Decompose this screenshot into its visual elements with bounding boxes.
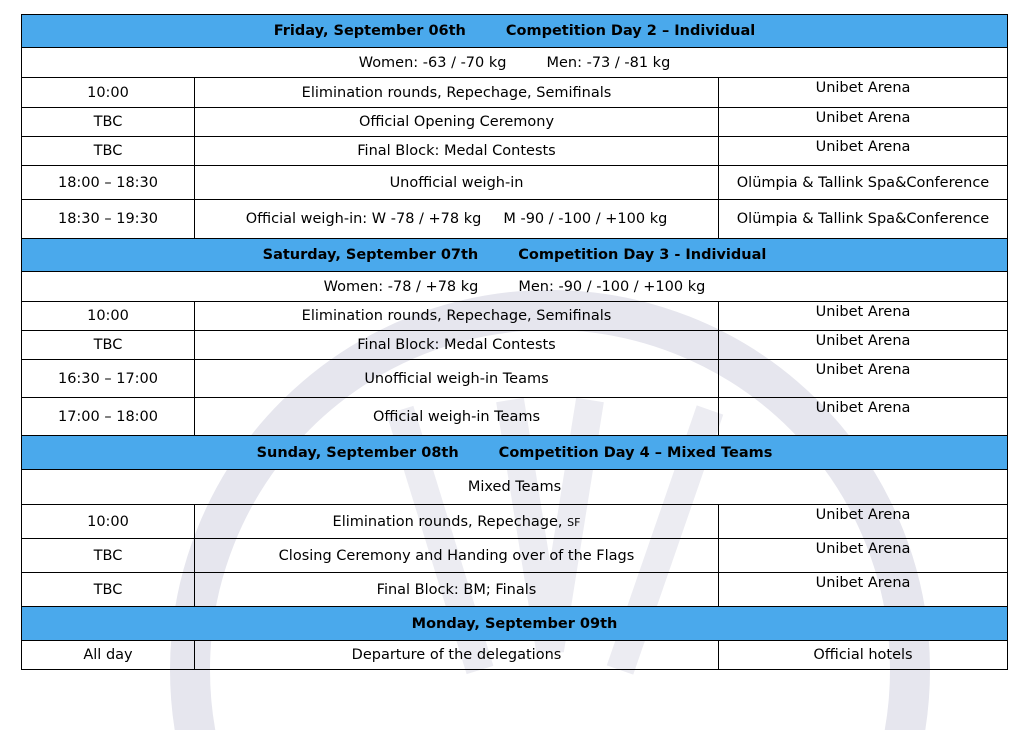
- event-cell: Final Block: BM; Finals: [195, 573, 719, 607]
- event-cell: Final Block: Medal Contests: [195, 331, 719, 360]
- event-cell: Unofficial weigh-in: [195, 166, 719, 200]
- event-cell: Official Opening Ceremony: [195, 108, 719, 137]
- table-row: [22, 302, 1008, 331]
- table-row: [22, 360, 1008, 398]
- day-title: Competition Day 4 – Mixed Teams: [498, 444, 773, 461]
- table-row: [22, 200, 1008, 239]
- mixed-teams-label: Mixed Teams: [22, 470, 1008, 505]
- venue-cell: Unibet Arena: [719, 360, 1008, 398]
- venue-cell: Unibet Arena: [719, 108, 1008, 137]
- event-cell: Closing Ceremony and Handing over of the Flags: [195, 539, 719, 573]
- event-cell: Official weigh-in Teams: [195, 398, 719, 436]
- time-cell: TBC: [22, 108, 195, 137]
- schedule-table: [21, 14, 1008, 670]
- event-cell: Final Block: Medal Contests: [195, 137, 719, 166]
- day-date: Friday, September 06th: [273, 23, 466, 39]
- venue-cell: Official hotels: [719, 641, 1008, 670]
- time-cell: 16:30 – 17:00: [22, 360, 195, 398]
- day-date: Monday, September 09th: [411, 615, 618, 632]
- time-cell: 18:00 – 18:30: [22, 166, 195, 200]
- time-cell: TBC: [22, 137, 195, 166]
- time-cell: TBC: [22, 331, 195, 360]
- time-cell: 10:00: [22, 302, 195, 331]
- day-header-monday: [22, 607, 1008, 641]
- time-cell: TBC: [22, 573, 195, 607]
- table-row: [22, 78, 1008, 108]
- time-cell: TBC: [22, 539, 195, 573]
- table-row: [22, 108, 1008, 137]
- venue-cell: Unibet Arena: [719, 573, 1008, 607]
- table-row: [22, 166, 1008, 200]
- event-cell: Elimination rounds, Repechage, Semifinals: [195, 78, 719, 108]
- day-date: Saturday, September 07th: [262, 247, 479, 263]
- event-abbrev: SF: [567, 515, 581, 529]
- day-header-sunday: [22, 436, 1008, 470]
- day-header-saturday: [22, 239, 1008, 272]
- time-cell: 18:30 – 19:30: [22, 200, 195, 239]
- mixed-teams-row: [22, 470, 1008, 505]
- weigh-in-men: M -90 / -100 / +100 kg: [503, 211, 668, 227]
- venue-cell: Unibet Arena: [719, 78, 1008, 108]
- time-cell: All day: [22, 641, 195, 670]
- men-categories: Men: -90 / -100 / +100 kg: [518, 278, 706, 295]
- event-cell: [195, 505, 719, 539]
- table-row: [22, 505, 1008, 539]
- event-cell: Elimination rounds, Repechage, Semifinals: [195, 302, 719, 331]
- event-text: Elimination rounds, Repechage,: [332, 513, 563, 530]
- day-title: Competition Day 2 – Individual: [505, 23, 756, 39]
- day-title: Competition Day 3 - Individual: [518, 247, 767, 263]
- venue-cell: Unibet Arena: [719, 137, 1008, 166]
- women-categories: Women: -78 / +78 kg: [323, 278, 479, 295]
- table-row: [22, 331, 1008, 360]
- men-categories: Men: -73 / -81 kg: [546, 54, 671, 71]
- venue-cell: Unibet Arena: [719, 302, 1008, 331]
- table-row: [22, 539, 1008, 573]
- women-categories: Women: -63 / -70 kg: [358, 54, 507, 71]
- time-cell: 17:00 – 18:00: [22, 398, 195, 436]
- table-row: [22, 137, 1008, 166]
- day-header-friday: [22, 15, 1008, 48]
- venue-cell: Unibet Arena: [719, 398, 1008, 436]
- time-cell: 10:00: [22, 78, 195, 108]
- venue-cell: Unibet Arena: [719, 331, 1008, 360]
- event-cell: Departure of the delegations: [195, 641, 719, 670]
- weight-categories-row: [22, 48, 1008, 78]
- time-cell: 10:00: [22, 505, 195, 539]
- table-row: [22, 641, 1008, 670]
- event-cell: Unofficial weigh-in Teams: [195, 360, 719, 398]
- venue-cell: Unibet Arena: [719, 539, 1008, 573]
- venue-cell: Olümpia & Tallink Spa&Conference: [719, 166, 1008, 200]
- event-cell: [195, 200, 719, 239]
- table-row: [22, 398, 1008, 436]
- table-row: [22, 573, 1008, 607]
- weight-categories-row: [22, 272, 1008, 302]
- venue-cell: Unibet Arena: [719, 505, 1008, 539]
- venue-cell: Olümpia & Tallink Spa&Conference: [719, 200, 1008, 239]
- weigh-in-women: Official weigh-in: W -78 / +78 kg: [245, 211, 482, 227]
- day-date: Sunday, September 08th: [256, 444, 459, 461]
